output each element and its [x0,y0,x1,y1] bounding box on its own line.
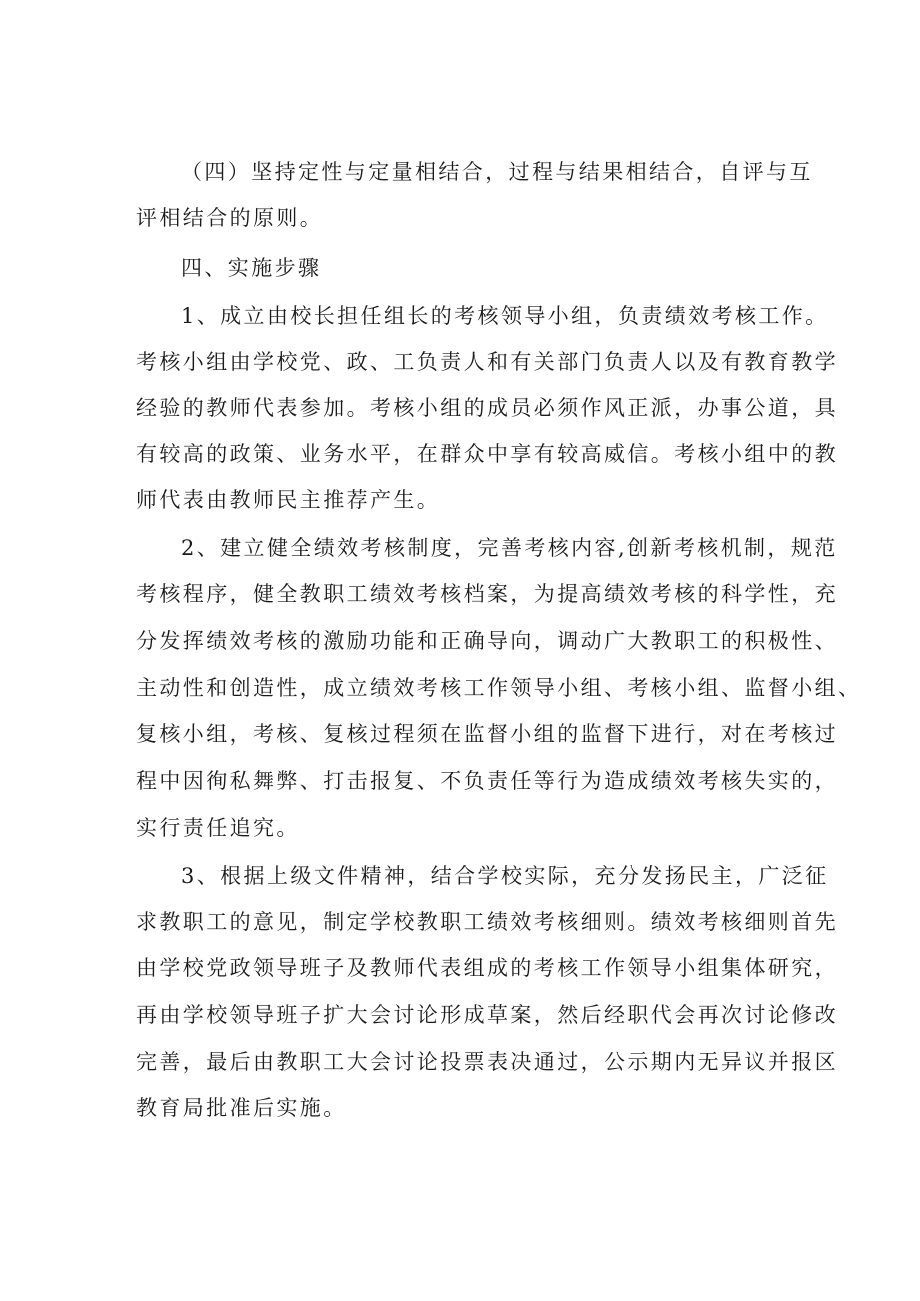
paragraph-step-2-line-4: 主动性和创造性，成立绩效考核工作领导小组、考核小组、监督小组、 [136,676,862,700]
paragraph-step-1-line-5: 师代表由教师民主推荐产生。 [136,488,441,512]
paragraph-step-3-line-6: 教育局批准后实施。 [136,1096,347,1120]
paragraph-step-1-line-4: 有较高的政策、业务水平，在群众中享有较高威信。考核小组中的教 [136,442,838,466]
paragraph-step-2-line-6: 程中因徇私舞弊、打击报复、不负责任等行为造成绩效考核失实的， [136,769,838,793]
paragraph-step-3-line-1: 3、根据上级文件精神，结合学校实际，充分发扬民主，广泛征 [181,864,829,888]
paragraph-step-1-line-1: 1、成立由校长担任组长的考核领导小组，负责绩效考核工作。 [181,304,829,328]
paragraph-step-3-line-3: 由学校党政领导班子及教师代表组成的考核工作领导小组集体研究， [136,956,838,980]
paragraph-step-2-line-2: 考核程序，健全教职工绩效考核档案，为提高绩效考核的科学性，充 [136,582,838,606]
paragraph-step-3-line-2: 求教职工的意见，制定学校教职工绩效考核细则。绩效考核细则首先 [136,910,838,934]
paragraph-step-2-line-5: 复核小组，考核、复核过程须在监督小组的监督下进行，对在考核过 [136,722,838,746]
paragraph-step-2-line-7: 实行责任追究。 [136,816,300,840]
paragraph-principle-4-line-2: 评相结合的原则。 [136,206,324,230]
paragraph-step-1-line-3: 经验的教师代表参加。考核小组的成员必须作风正派，办事公道，具 [136,396,838,420]
section-heading: 四、实施步骤 [181,256,322,280]
paragraph-step-3-line-4: 再由学校领导班子扩大会讨论形成草案，然后经职代会再次讨论修改 [136,1003,838,1027]
paragraph-principle-4-line-1: （四）坚持定性与定量相结合，过程与结果相结合，自评与互 [181,160,813,184]
paragraph-step-2-line-1: 2、建立健全绩效考核制度，完善考核内容,创新考核机制，规范 [181,536,838,560]
paragraph-step-1-line-2: 考核小组由学校党、政、工负责人和有关部门负责人以及有教育教学 [136,350,838,374]
paragraph-step-3-line-5: 完善，最后由教职工大会讨论投票表决通过，公示期内无异议并报区 [136,1050,838,1074]
paragraph-step-2-line-3: 分发挥绩效考核的激励功能和正确导向，调动广大教职工的积极性、 [136,629,838,653]
